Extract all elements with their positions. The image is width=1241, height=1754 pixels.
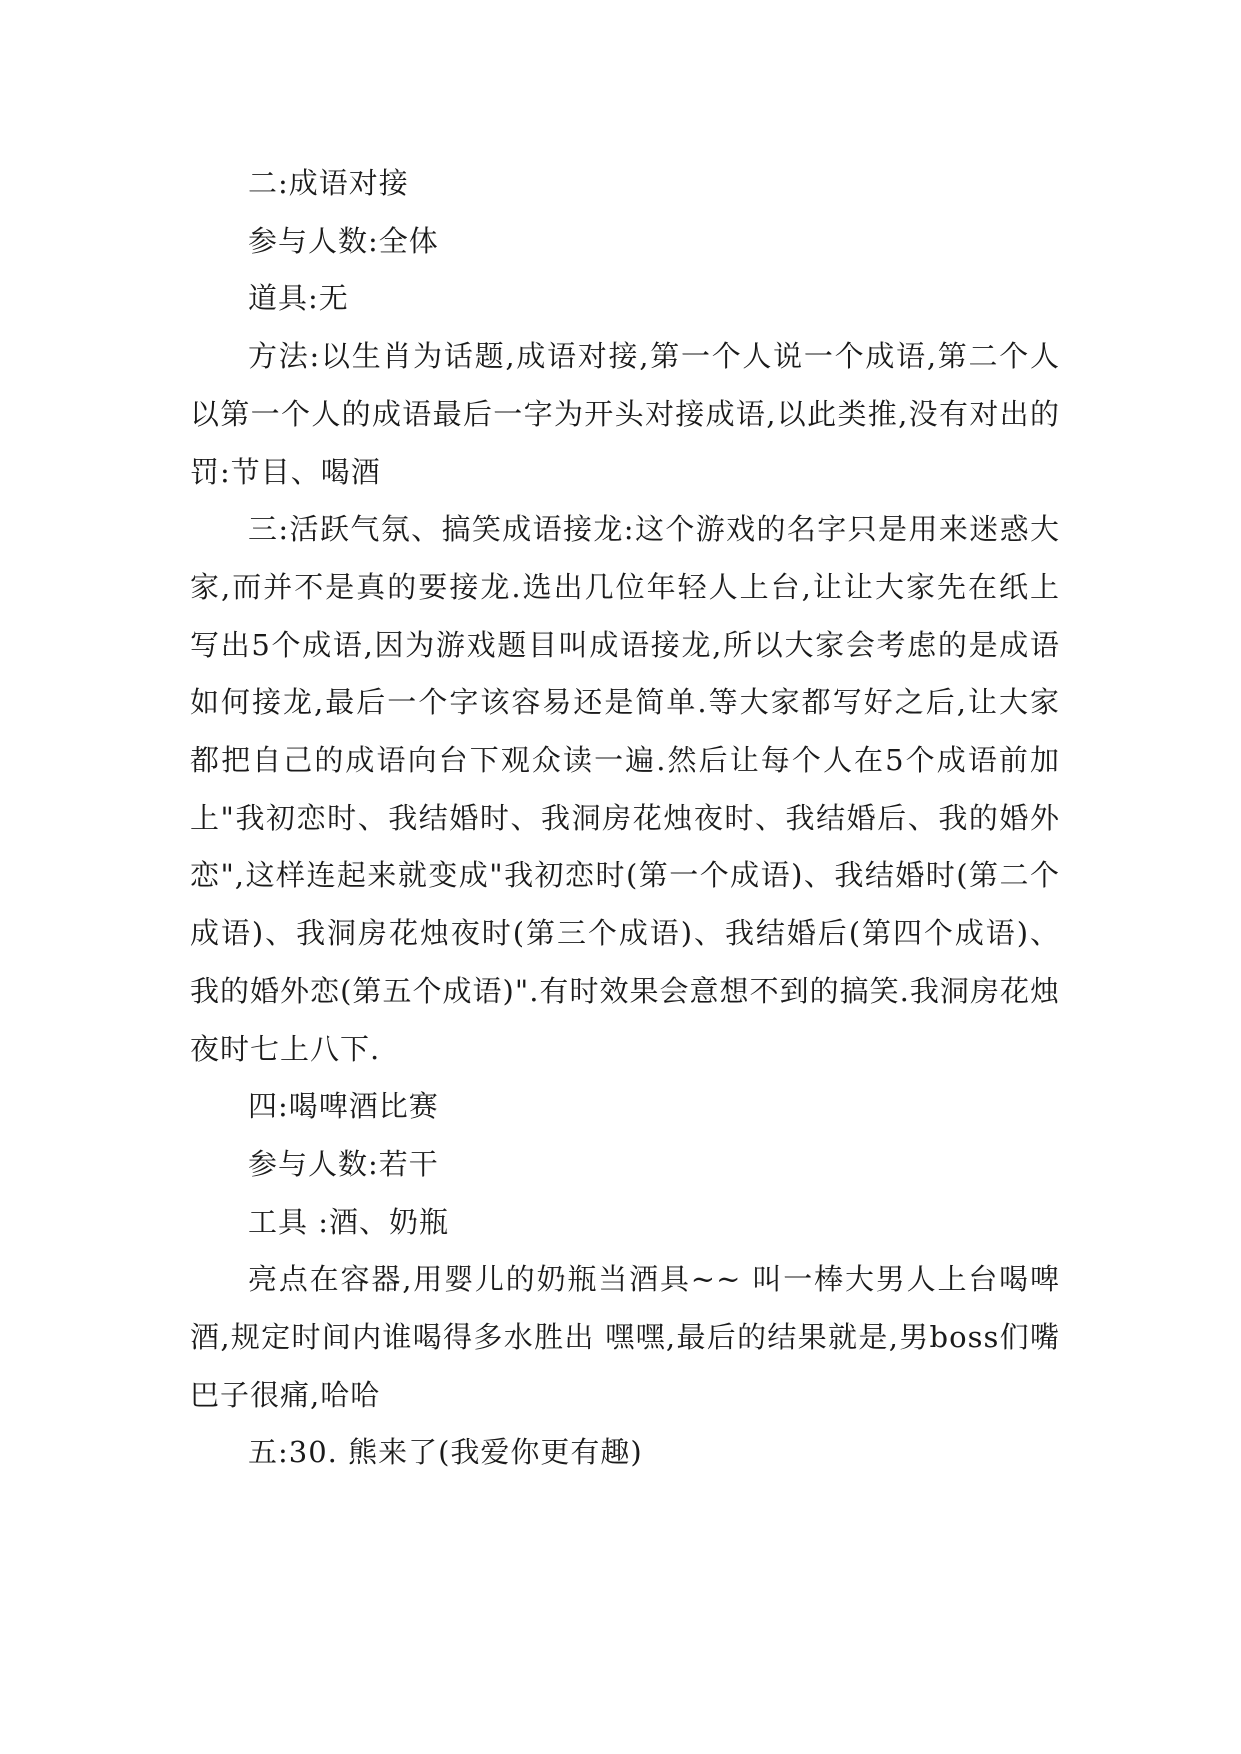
idiom-chain-paragraph: 三:活跃气氛、搞笑成语接龙:这个游戏的名字只是用来迷惑大家,而并不是真的要接龙.选出几位年轻人上台,让让大家先在纸上写出5个成语,因为游戏题目叫成语接龙,所以大家会考虑的是成语如何接龙,最后一个字该容易还是简单.等大家都写好之后,让大家都把自己的成语向台下观众读一遍.然后让每个人在5个成语前加上"我初恋时、我结婚时、我洞房花烛夜时、我结婚后、我的婚外恋",这样连起来就变成"我初恋时(第一个成语)、我结婚时(第二个成语)、我洞房花烛夜时(第三个成语)、我结婚后(第四个成语)、我的婚外恋(第五个成语)".有时效果会意想不到的搞笑.我洞房花烛夜时七上八下.: [190, 512, 1060, 1066]
heading-idiom-connect: 二:成语对接: [248, 166, 409, 200]
tools-line: 工具 :酒、奶瓶: [248, 1204, 449, 1239]
heading-bear-coming: 五:30. 熊来了(我爱你更有趣): [248, 1435, 643, 1470]
heading-beer-contest: 四:喝啤酒比赛: [248, 1089, 439, 1124]
document-body: [190, 155, 1060, 1482]
participants-line: 参与人数:全体: [248, 223, 439, 258]
highlight-paragraph: 亮点在容器,用婴儿的奶瓶当酒具~~ 叫一棒大男人上台喝啤酒,规定时间内谁喝得多水胜出 嘿嘿,最后的结果就是,男boss们嘴巴子很痛,哈哈: [190, 1262, 1060, 1412]
method-paragraph: 方法:以生肖为话题,成语对接,第一个人说一个成语,第二个人以第一个人的成语最后一字为开头对接成语,以此类推,没有对出的罚:节目、喝酒: [190, 339, 1060, 489]
props-line: 道具:无: [248, 281, 349, 316]
participants-line: 参与人数:若干: [248, 1146, 439, 1181]
